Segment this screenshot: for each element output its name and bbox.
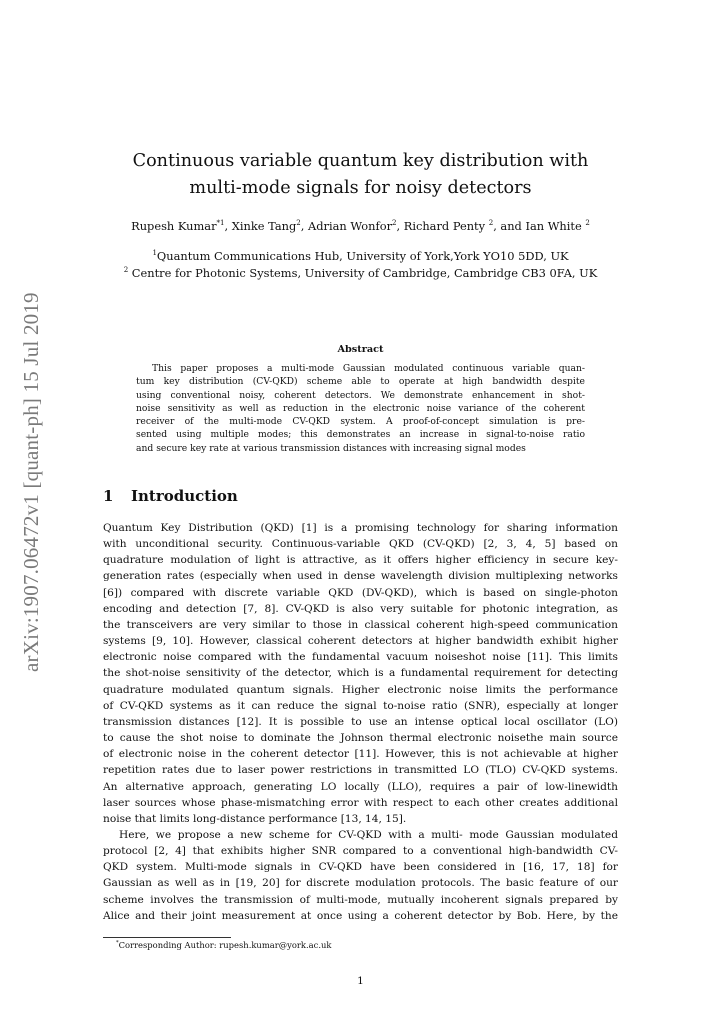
footnote (116, 940, 331, 950)
paragraph-line: of electronic noise in the coherent detector [11]. However, this is not achievable at higher (103, 748, 618, 761)
abstract-line: tum key distribution (CV-QKD) scheme able to operate at high bandwidth despite (136, 376, 585, 388)
abstract-line: This paper proposes a multi-mode Gaussian modulated continuous variable quan- (152, 363, 585, 374)
affiliation-mark: 2 (123, 265, 129, 275)
author-separator: , (396, 219, 404, 233)
paragraph-line: repetition rates due to laser power restrictions in transmitted LO (TLO) CV-QKD systems. (103, 764, 618, 777)
author-affiliation-mark: 2 (296, 218, 301, 228)
author-name: Richard Penty (403, 219, 486, 233)
paragraph (103, 827, 618, 924)
author-name: Adrian Wonfor (308, 219, 393, 233)
author-separator: , and (493, 219, 526, 233)
paragraph-line: noise that limits long-distance performance [13, 14, 15]. (103, 812, 407, 825)
author-name: Ian White (525, 219, 582, 233)
footnote-divider (103, 937, 231, 938)
paragraph-line: Gaussian as well as in [19, 20] for discrete modulation protocols. The basic feature of our (103, 877, 618, 890)
paragraph-line: scheme involves the transmission of multi-mode, mutually incoherent signals prepared by (103, 893, 618, 906)
paragraph-line: generation rates (especially when used in dense wavelength division multiplexing networks (103, 570, 618, 583)
page-number: 1 (357, 975, 364, 987)
paragraph-line: of CV-QKD systems as it can reduce the signal to-noise ratio (SNR), especially at longer (103, 699, 618, 712)
author-separator: , (300, 219, 309, 233)
affiliation-line (103, 265, 618, 282)
abstract-line: sented using multiple modes; this demonstrates an increase in signal-to-noise ratio (136, 429, 585, 441)
author-separator: , (224, 219, 232, 233)
author-name: Rupesh Kumar (131, 219, 217, 233)
paragraph-line: QKD system. Multi-mode signals in CV-QKD have been considered in [16, 17, 18] for (103, 861, 618, 874)
paragraph-line: An alternative approach, generating LO locally (LLO), requires a pair of low-linewidth (103, 780, 618, 793)
abstract-line: noise sensitivity as well as reduction in the electronic noise variance of the coherent (136, 402, 585, 414)
paragraph-line: with unconditional security. Continuous-variable QKD (CV-QKD) [2, 3, 4, 5] based on (103, 538, 618, 551)
paragraph-line: protocol [2, 4] that exhibits higher SNR compared to a conventional high-bandwidth CV- (103, 845, 618, 858)
footnote-mark: * (116, 940, 119, 947)
footnote-text: Corresponding Author: rupesh.kumar@york.ac.uk (118, 940, 332, 950)
author-list (103, 218, 618, 234)
paragraph-line: [6]) compared with discrete variable QKD (DV-QKD), which is based on single-photon (103, 586, 618, 599)
paragraph-line: quadrature modulated quantum signals. Higher electronic noise limits the performance (103, 683, 618, 696)
paragraph-line: electronic noise compared with the fundamental vacuum noiseshot noise [11]. This limits (103, 651, 618, 664)
author-name: Xinke Tang (231, 219, 297, 233)
paragraph-line: systems [9, 10]. However, classical coherent detectors at higher bandwidth exhibit higher (103, 635, 618, 648)
title-line-1: Continuous variable quantum key distribution with (132, 151, 589, 171)
affiliation-line (103, 248, 618, 265)
paragraph-line: the shot-noise sensitivity of the detector, which is a fundamental requirement for detecting (103, 667, 618, 680)
paragraph-line: encoding and detection [7, 8]. CV-QKD is also very suitable for photonic integration, as (103, 602, 618, 615)
abstract-heading: Abstract (337, 344, 384, 355)
paragraph-line: Quantum Key Distribution (QKD) [1] is a promising technology for sharing information (103, 522, 618, 534)
section-heading (103, 487, 238, 505)
arxiv-identifier: arXiv:1907.06472v1 [quant-ph] 15 Jul 2019 (19, 292, 43, 672)
affiliation-text: Centre for Photonic Systems, University of Cambridge, Cambridge CB3 0FA, UK (128, 266, 598, 280)
paper-title (103, 148, 618, 202)
paragraph-line: laser sources whose phase-mismatching error with respect to each other creates additional (103, 796, 618, 809)
affiliation-mark: 1 (152, 248, 157, 258)
abstract-line: receiver of the multi-mode CV-QKD system. A proof-of-concept simulation is pre- (136, 416, 585, 428)
title-line-2: multi-mode signals for noisy detectors (189, 178, 532, 198)
affiliation-text: Quantum Communications Hub, University of York,York YO10 5DD, UK (156, 249, 569, 263)
author-affiliation-mark: 2 (488, 218, 494, 228)
affiliation-list (103, 248, 618, 282)
paragraph-line: the transceivers are very similar to those in classical coherent high-speed communication (103, 618, 618, 631)
abstract-line: using conventional noisy, coherent detectors. We demonstrate enhancement in shot- (136, 389, 585, 401)
paragraph-line: quadrature modulation of light is attractive, as it offers higher efficiency in secure key- (103, 554, 618, 567)
abstract-line: and secure key rate at various transmission distances with increasing signal modes (136, 442, 526, 454)
paragraph-line: transmission distances [12]. It is possible to use an intense optical local oscillator (LO) (103, 715, 618, 728)
paragraph-line: Here, we propose a new scheme for CV-QKD with a multi- mode Gaussian modulated (119, 828, 618, 841)
author-affiliation-mark: 2 (392, 218, 397, 228)
section-number: 1 (103, 487, 114, 505)
author-affiliation-mark: 2 (585, 218, 590, 228)
body-text (103, 520, 618, 924)
author-affiliation-mark: *1 (216, 218, 225, 228)
paragraph-line: Alice and their joint measurement at once using a coherent detector by Bob. Here, by the (103, 909, 618, 922)
paragraph-line: to cause the shot noise to dominate the Johnson thermal electronic noisethe main source (103, 732, 618, 745)
section-title: Introduction (131, 487, 238, 505)
abstract-body (136, 362, 585, 455)
paragraph (103, 520, 618, 827)
